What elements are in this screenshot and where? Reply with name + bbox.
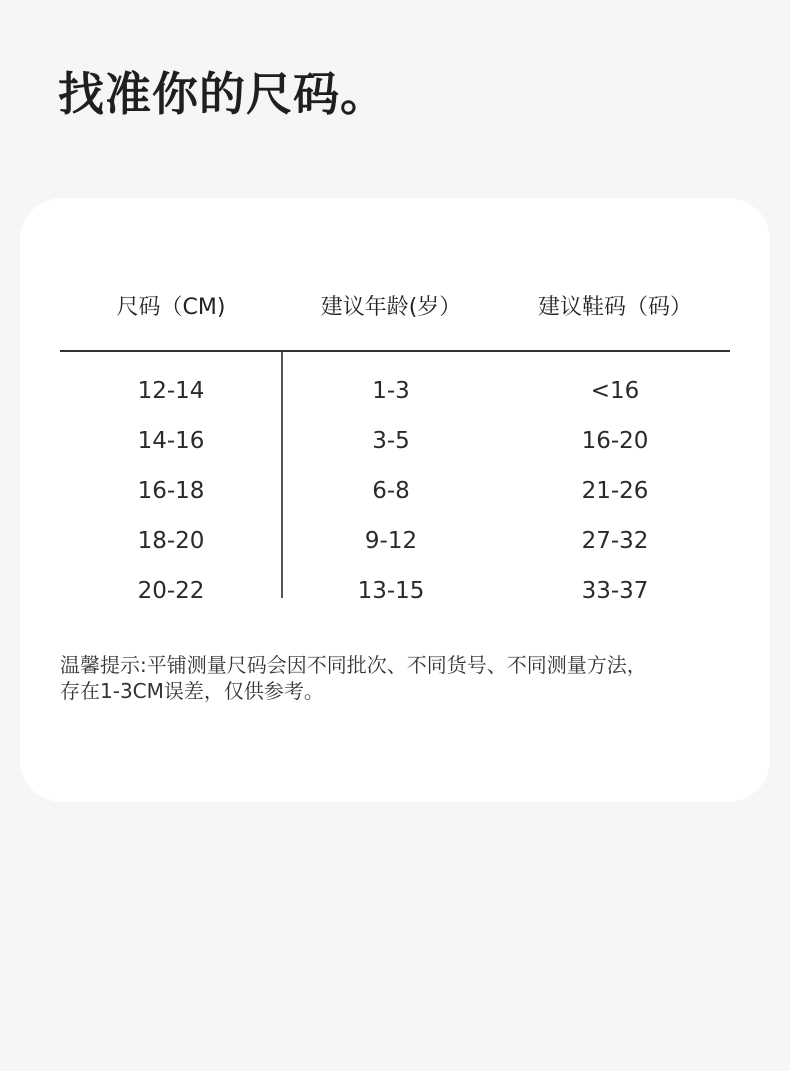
cell-shoe-size: 21-26 — [581, 478, 649, 504]
cell-age: 3-5 — [372, 428, 410, 454]
cell-shoe-size: 27-32 — [581, 528, 649, 554]
table-row — [60, 366, 730, 416]
cell-age: 9-12 — [364, 528, 418, 554]
cell-shoe-size: 33-37 — [581, 578, 649, 604]
cell-size: 18-20 — [137, 528, 205, 554]
table-row — [60, 466, 730, 516]
cell-size: 12-14 — [137, 378, 205, 404]
cell-size: 20-22 — [137, 578, 205, 604]
header-suggested-age: 建议年龄(岁） — [320, 295, 462, 320]
table-body — [60, 352, 730, 604]
table-row — [60, 566, 730, 616]
cell-shoe-size: <16 — [590, 378, 640, 404]
note-line-1: 温馨提示:平铺测量尺码会因不同批次、不同货号、不同测量方法， — [60, 653, 647, 677]
size-chart-card — [20, 198, 770, 802]
measurement-note — [60, 652, 740, 704]
page-title: 找准你的尺码。 — [58, 67, 387, 121]
header-suggested-shoe-size: 建议鞋码（码） — [537, 295, 692, 320]
cell-age: 13-15 — [357, 578, 425, 604]
cell-size: 16-18 — [137, 478, 205, 504]
table-header-row — [60, 280, 730, 352]
table-row — [60, 416, 730, 466]
cell-shoe-size: 16-20 — [581, 428, 649, 454]
cell-size: 14-16 — [137, 428, 205, 454]
table-row — [60, 516, 730, 566]
size-table — [60, 280, 730, 604]
header-size-cm: 尺码（CM) — [116, 295, 226, 320]
note-line-2: 存在1-3CM误差，仅供参考。 — [60, 679, 324, 703]
cell-age: 1-3 — [372, 378, 410, 404]
cell-age: 6-8 — [372, 478, 410, 504]
